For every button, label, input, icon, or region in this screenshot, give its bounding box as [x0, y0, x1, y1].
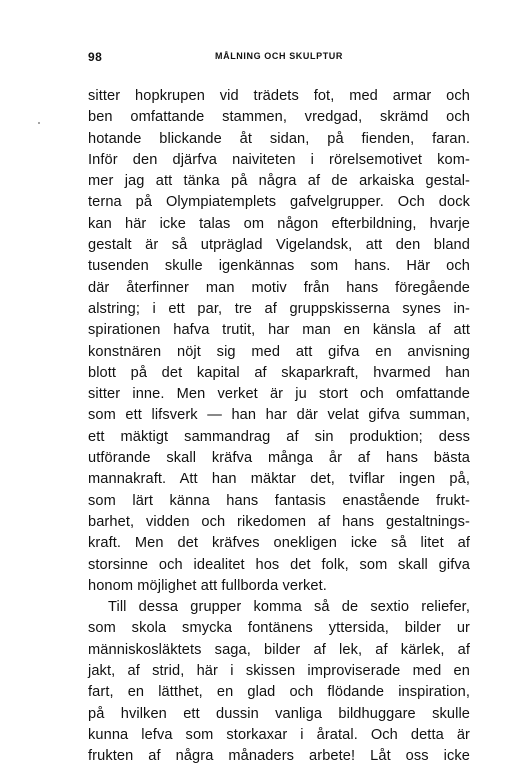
text-line: människosläktets saga, bilder af lek, af kärlek, af	[88, 641, 470, 658]
text-line: mannakraft. Att han mäktar det, tviflar ingen på,	[88, 471, 470, 488]
text-line: spirationen hafva trutit, har man en känsla af att	[88, 322, 470, 339]
text-line: som skola smycka fontänens yttersida, bilder ur	[88, 620, 470, 637]
text-line: som ett lifsverk — han har där velat gifva summan,	[88, 407, 470, 424]
text-line: alstring; i ett par, tre af gruppskisserna synes in-	[88, 300, 470, 317]
text-line: konstnären nöjt sig med att gifva en anvisning	[88, 343, 470, 360]
text-line: kunna lefva som storkaxar i åratal. Och detta är	[88, 726, 470, 743]
page-number: 98	[88, 50, 103, 64]
text-line: hotande blickande åt sidan, på fienden, faran.	[88, 130, 470, 147]
text-line: ett mäktigt sammandrag af sin produktion; dess	[88, 428, 470, 445]
text-line: gestalt är så utpräglad Vigelandsk, att den bland	[88, 237, 470, 254]
text-line: Inför den djärfva naiviteten i rörelsemotivet kom-	[88, 151, 470, 168]
text-line: mer jag att tänka på några af de arkaiska gestal-	[88, 173, 470, 190]
running-title: MÅLNING OCH SKULPTUR	[215, 51, 343, 61]
text-line: blott på det kapital af skaparkraft, hvarmed han	[88, 364, 470, 381]
text-line: där återfinner man motiv från hans föregående	[88, 279, 470, 296]
text-line: sitter hopkrupen vid trädets fot, med armar och	[88, 88, 470, 104]
text-line: utförande skall kräfva många år af hans bästa	[88, 450, 470, 467]
text-line: ben omfattande stammen, vredgad, skrämd och	[88, 109, 470, 126]
text-line: jakt, af strid, här i skissen improviserade med en	[88, 663, 470, 680]
text-line: barhet, vidden och rikedomen af hans gestaltnings-	[88, 513, 470, 530]
text-line: kraft. Men det kräfves onekligen icke så litet af	[88, 535, 470, 552]
text-line: Till dessa grupper komma så de sextio reliefer,	[108, 599, 470, 616]
text-line: storsinne och idealitet hos det folk, som skall gifva	[88, 556, 470, 573]
text-line: honom möjlighet att fullborda verket.	[88, 577, 327, 594]
page-header	[88, 50, 470, 66]
text-line: sitter inne. Men verket är ju stort och omfattande	[88, 386, 470, 403]
body-text	[88, 86, 470, 768]
text-line: tusenden skulle igenkännas som hans. Här och	[88, 258, 470, 275]
text-line: kan här icke talas om någon efterbildning, hvarje	[88, 215, 470, 232]
margin-speck	[38, 122, 40, 124]
text-line: på hvilken ett dussin vanliga bildhuggare skulle	[88, 705, 470, 722]
text-line: fart, en lätthet, en glad och flödande inspiration,	[88, 684, 470, 701]
text-line: som lärt känna hans fantasis enastående frukt-	[88, 492, 470, 509]
text-line: frukten af några månaders arbete! Låt oss icke	[88, 748, 470, 765]
text-line: terna på Olympiatemplets gafvelgrupper. Och dock	[88, 194, 470, 211]
